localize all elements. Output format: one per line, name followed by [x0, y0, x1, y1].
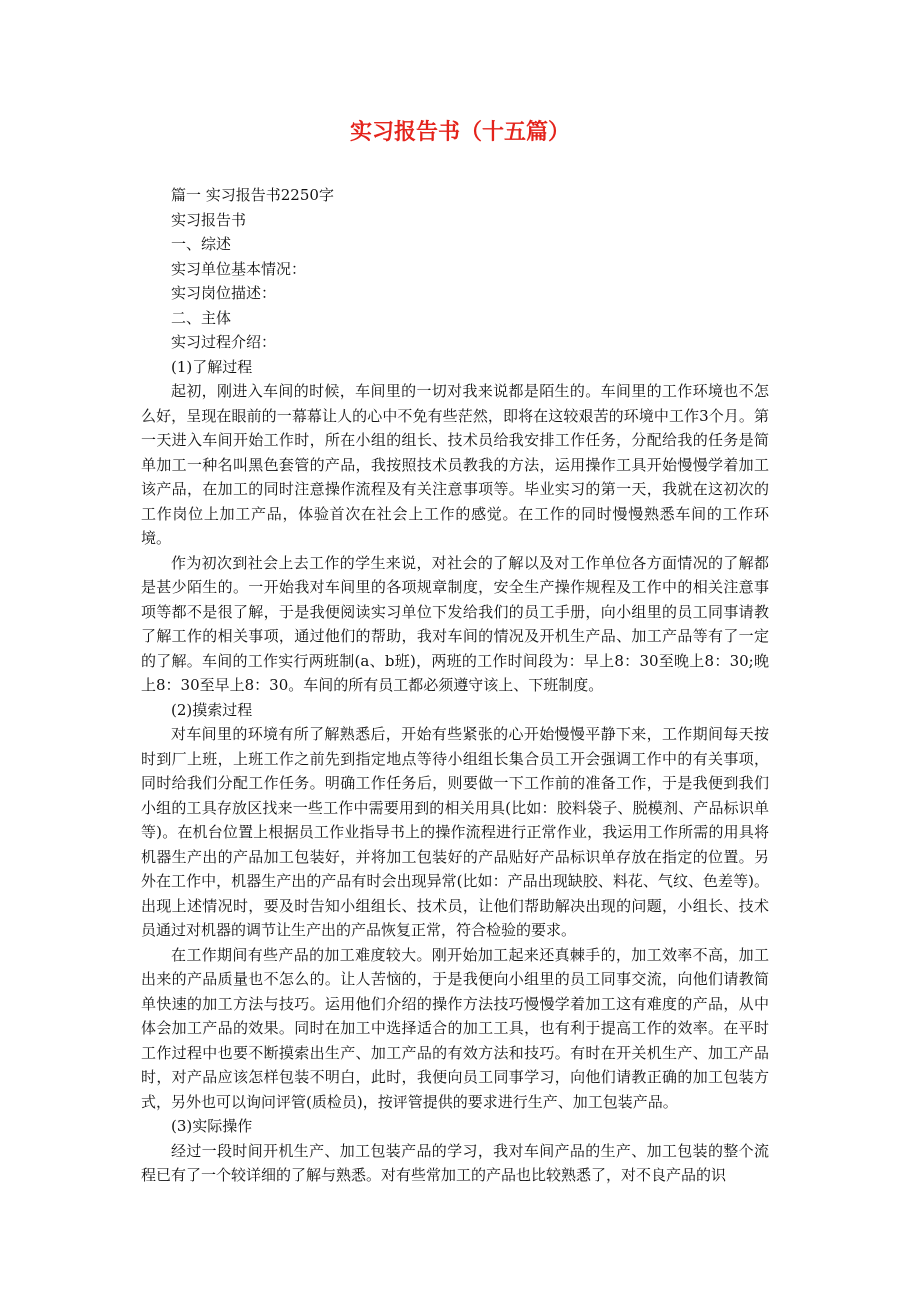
subsection-heading-exploration: (2)摸索过程: [171, 700, 253, 719]
paragraph: 在工作期间有些产品的加工难度较大。刚开始加工起来还真棘手的，加工效率不高，加工出来的产品质量也不怎么的。让人苦恼的，于是我便向小组里的员工同事交流，向他们请教简单快速的加工方法与技巧。运用他们介绍的操作方法技巧慢慢学着加工这有难度的产品，从中体会加工产品的效果。同时在加工中选择适合的加工工具，也有利于提高工作的效率。在平时工作过程中也要不断摸索出生产、加工产品的有效方法和技巧。有时在开关机生产、加工产品时，对产品应该怎样包装不明白，此时，我便向员工同事学习，向他们请教正确的加工包装方式，另外也可以询问评管(质检员)，按评管提供的要求进行生产、加工包装产品。: [141, 945, 769, 1111]
section-heading-main: 二、主体: [171, 308, 232, 327]
section-heading-overview: 一、综述: [171, 235, 232, 253]
paragraph: 对车间里的环境有所了解熟悉后，开始有些紧张的心开始慢慢平静下来，工作期间每天按时到厂上班，上班工作之前先到指定地点等待小组组长集合员工开会强调工作中的有关事项，同时给我们分配工作任务。明确工作任务后，则要做一下工作前的准备工作，于是我便到我们小组的工具存放区找来一些工作中需要用到的相关用具(比如：胶料袋子、脱模剂、产品标识单等)。在机台位置上根据员工作业指导书上的操作流程进行正常作业，我运用工作所需的用具将机器生产出的产品加工包装好，并将加工包装好的产品贴好产品标识单存放在指定的位置。另外在工作中，机器生产出的产品有时会出现异常(比如：产品出现缺胶、料花、气纹、色差等)。出现上述情况时，要及时告知小组组长、技术员，让他们帮助解决出现的问题，小组长、技术员通过对机器的调节让生产出的产品恢复正常，符合检验的要求。: [141, 725, 769, 939]
paragraph: 起初，刚进入车间的时候，车间里的一切对我来说都是陌生的。车间里的工作环境也不怎么好，呈现在眼前的一幕幕让人的心中不免有些茫然，即将在这较艰苦的环境中工作3个月。第一天进入车间开始工作时，所在小组的组长、技术员给我安排工作任务，分配给我的任务是简单加工一种名叫黑色套管的产品，我按照技术员教我的方法，运用操作工具开始慢慢学着加工该产品，在加工的同时注意操作流程及有关注意事项等。毕业实习的第一天，我就在这初次的工作岗位上加工产品，体验首次在社会上工作的感觉。在工作的同时慢慢熟悉车间的工作环境。: [141, 382, 769, 547]
paragraph: 经过一段时间开机生产、加工包装产品的学习，我对车间产品的生产、加工包装的整个流程已有了一个较详细的了解与熟悉。对有些常加工的产品也比较熟悉了，对不良产品的识: [141, 1141, 769, 1184]
unit-info-label: 实习单位基本情况：: [171, 259, 307, 278]
subsection-heading-understanding: (1)了解过程: [171, 357, 253, 376]
paragraph: 作为初次到社会上去工作的学生来说，对社会的了解以及对工作单位各方面情况的了解都是甚少陌生的。一开始我对车间里的各项规章制度，安全生产操作规程及工作中的相关注意事项等都不是很了解，于是我便阅读实习单位下发给我们的员工手册，向小组里的员工同事请教了解工作的相关事项，通过他们的帮助，我对车间的情况及开机生产品、加工产品等有了一定的了解。车间的工作实行两班制(a、b班)，两班的工作时间段为：早上8：30至晚上8：30;晚上8：30至早上8：30。车间的所有员工都必须遵守该上、下班制度。: [141, 553, 769, 694]
document-body: [141, 183, 769, 1188]
chapter-heading: 篇一 实习报告书2250字: [171, 186, 334, 204]
document-title: 实习报告书（十五篇）: [349, 120, 570, 145]
subsection-heading-practice: (3)实际操作: [171, 1117, 253, 1135]
position-description-label: 实习岗位描述：: [171, 284, 277, 302]
report-heading: 实习报告书: [171, 210, 247, 229]
process-intro-label: 实习过程介绍：: [171, 333, 277, 351]
